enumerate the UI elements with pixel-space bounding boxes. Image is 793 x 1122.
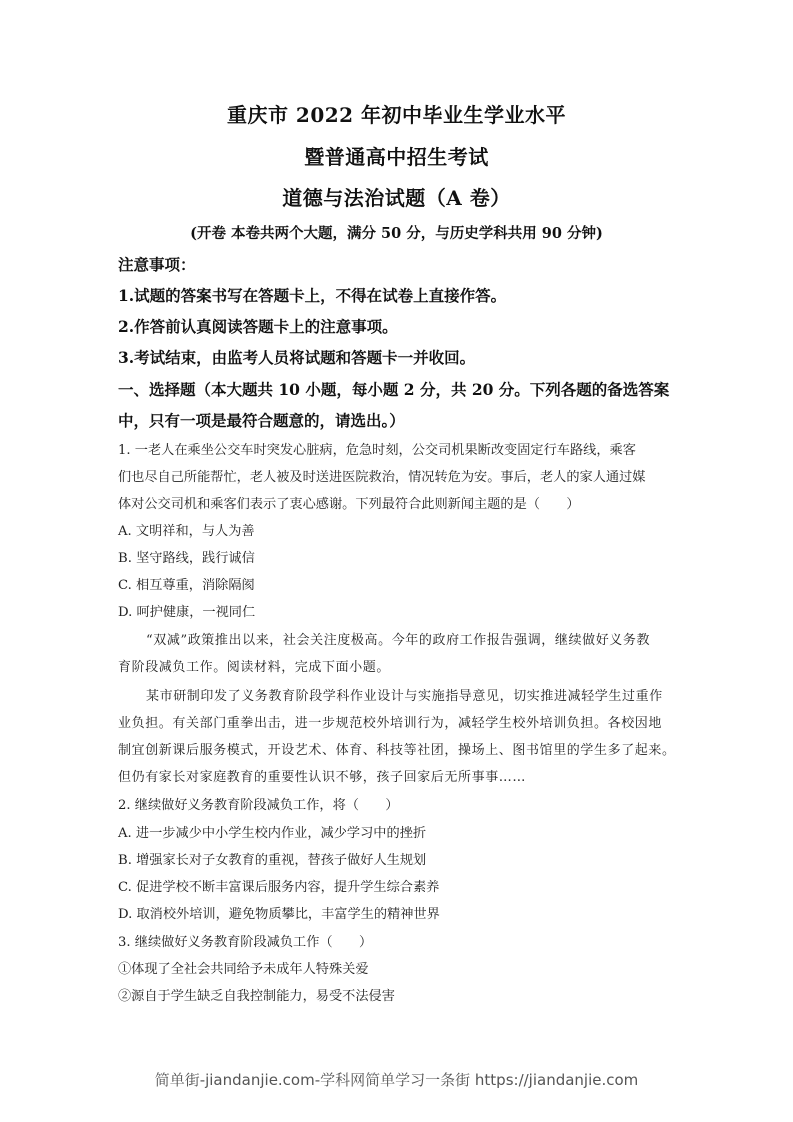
question-1-option-b: B. 坚守路线，践行诚信	[118, 551, 255, 566]
title-line-3: 道德与法治试题（A 卷）	[282, 186, 511, 210]
question-1-option-a: A. 文明祥和，与人为善	[118, 524, 255, 539]
notice-item-1: 1.试题的答案书写在答题卡上，不得在试卷上直接作答。	[118, 286, 507, 305]
material-para-line-3: 制宜创新课后服务模式，开设艺术、体育、科技等社团，操场上、图书馆里的学生多了起来。	[118, 743, 676, 758]
footer-watermark: 简单街-jiandanjie.com-学科网简单学习一条街 https://jiandanjie.com	[154, 1071, 639, 1089]
question-3-stem: 3. 继续做好义务教育阶段减负工作（ ）	[118, 935, 373, 950]
material-para-line-4: 但仍有家长对家庭教育的重要性认识不够，孩子回家后无所事事……	[118, 770, 527, 785]
question-1-line-3: 体对公交司机和乘客们表示了衷心感谢。下列最符合此则新闻主题的是（ ）	[118, 497, 580, 512]
material-intro-line-2: 育阶段减负工作。阅读材料，完成下面小题。	[118, 660, 391, 675]
section-heading-line-1: 一、选择题（本大题共 10 小题，每小题 2 分，共 20 分。下列各题的备选答案	[118, 380, 670, 399]
question-3-item-1: ①体现了全社会共同给予未成年人特殊关爱	[118, 962, 369, 977]
question-2-option-d: D. 取消校外培训，避免物质攀比，丰富学生的精神世界	[118, 907, 440, 922]
question-1-line-1: 1. 一老人在乘坐公交车时突发心脏病，危急时刻，公交司机果断改变固定行车路线，乘客	[118, 443, 636, 458]
title-line-1: 重庆市 2022 年初中毕业生学业水平	[226, 103, 567, 127]
question-3-item-2: ②源自于学生缺乏自我控制能力，易受不法侵害	[118, 989, 395, 1004]
section-heading-line-2: 中，只有一项是最符合题意的，请选出。）	[118, 411, 405, 430]
notice-item-2: 2.作答前认真阅读答题卡上的注意事项。	[118, 317, 398, 336]
question-1-option-c: C. 相互尊重，消除隔阂	[118, 578, 255, 593]
question-1-line-2: 们也尽自己所能帮忙，老人被及时送进医院救治，情况转危为安。事后，老人的家人通过媒	[118, 470, 646, 485]
material-para-line-2: 业负担。有关部门重拳出击，进一步规范校外培训行为，减轻学生校外培训负担。各校因地	[118, 716, 663, 731]
question-2-option-b: B. 增强家长对子女教育的重视，替孩子做好人生规划	[118, 853, 427, 868]
material-para-line-1: 某市研制印发了义务教育阶段学科作业设计与实施指导意见，切实推进减轻学生过重作	[146, 689, 663, 704]
title-line-2: 暨普通高中招生考试	[304, 145, 489, 169]
notice-item-3: 3.考试结束，由监考人员将试题和答题卡一并收回。	[118, 348, 476, 367]
question-1-option-d: D. 呵护健康，一视同仁	[118, 605, 256, 620]
question-2-option-c: C. 促进学校不断丰富课后服务内容，提升学生综合素养	[118, 880, 440, 895]
exam-info: (开卷 本卷共两个大题，满分 50 分，与历史学科共用 90 分钟)	[190, 225, 603, 242]
question-2-option-a: A. 进一步减少中小学生校内作业，减少学习中的挫折	[118, 826, 427, 841]
question-2-stem: 2. 继续做好义务教育阶段减负工作，将（ ）	[118, 798, 399, 813]
material-intro-line-1: “双减”政策推出以来，社会关注度极高。今年的政府工作报告强调，继续做好义务教	[146, 633, 651, 648]
notice-heading: 注意事项：	[118, 255, 196, 274]
